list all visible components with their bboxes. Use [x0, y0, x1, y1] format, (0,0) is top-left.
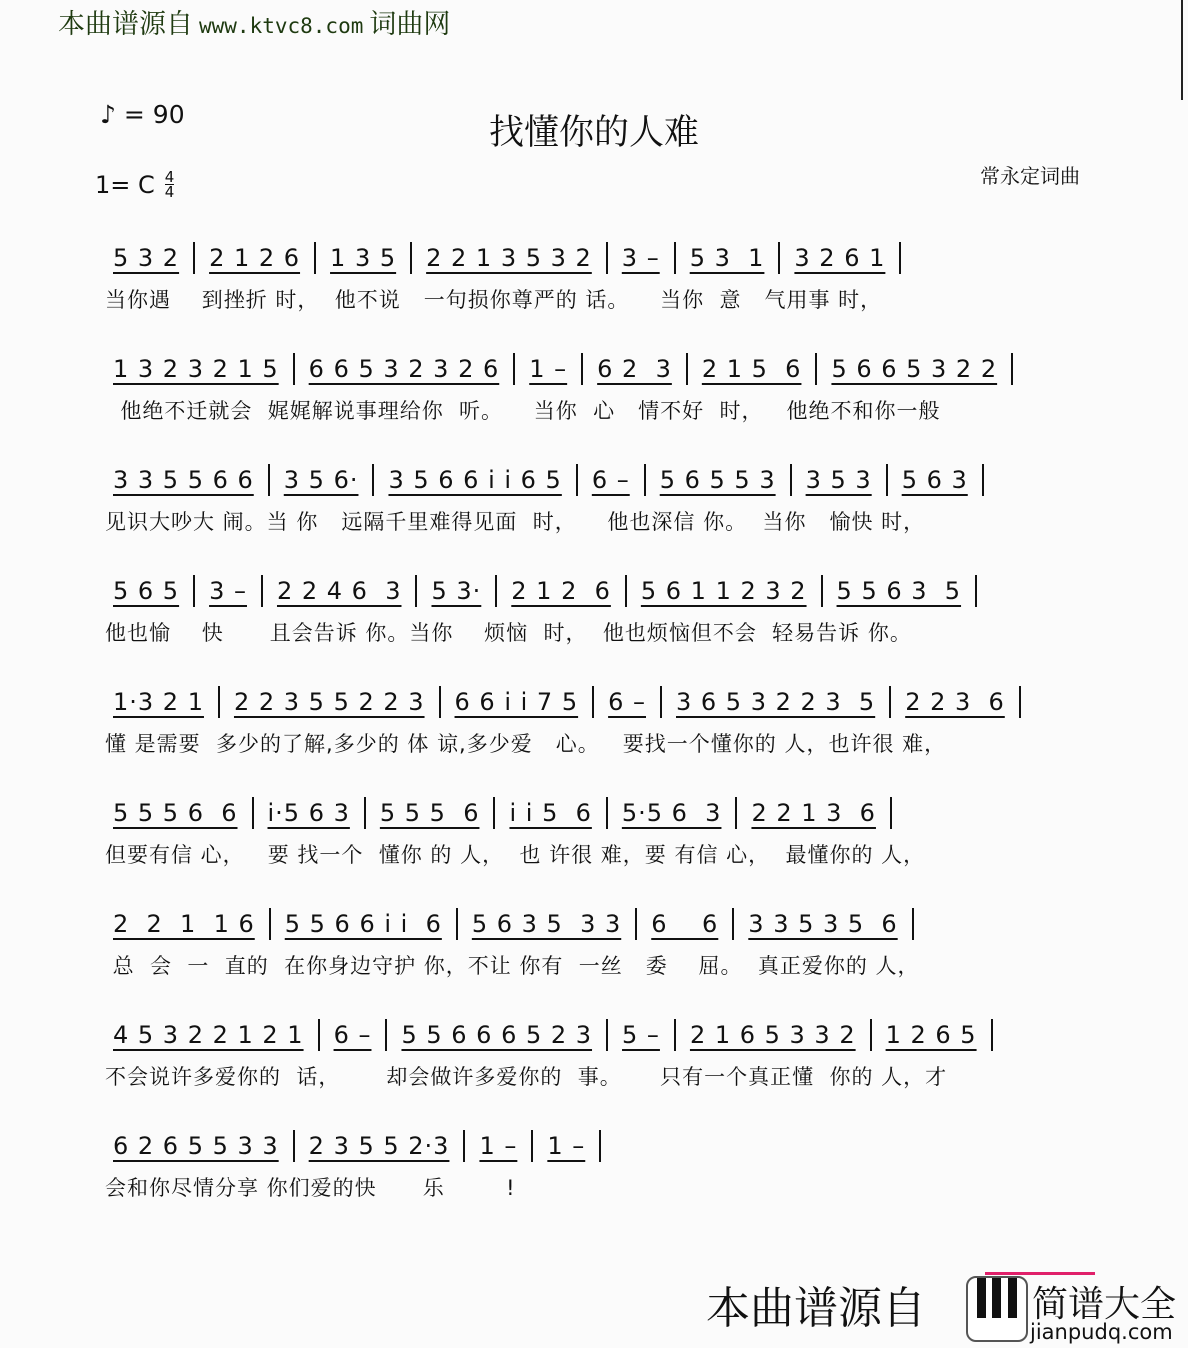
bar-line — [581, 353, 583, 385]
score-line — [105, 902, 1085, 1013]
lyrics-row: 见识大吵大 闹。当 你 远隔千里难得见面 时， 他也深信 你。 当你 愉快 时， — [105, 510, 926, 534]
score-line — [105, 680, 1085, 791]
lyrics-row: 懂 是需要 多少的了解,多少的 体 谅,多少爱 心。 要找一个懂你的 人，也许很 难， — [105, 732, 947, 756]
measure: i i 5 6 — [509, 799, 592, 827]
logo-url[interactable]: jianpudq.com — [1030, 1320, 1173, 1344]
measure: 1·3 2 1 — [113, 688, 204, 716]
notes-row — [105, 347, 1085, 391]
measure: 4 5 3 2 2 1 2 1 — [113, 1021, 304, 1049]
measure: 5 5 5 6 6 — [113, 799, 238, 827]
bar-line — [293, 353, 295, 385]
measure: 3 2 6 1 — [794, 244, 886, 272]
watermark-prefix: 本曲谱源自 — [58, 9, 193, 40]
score-line — [105, 1124, 1085, 1235]
bar-line — [674, 242, 676, 274]
key-signature — [95, 170, 174, 199]
measure: 1 3 5 — [330, 244, 397, 272]
bar-line — [268, 464, 270, 496]
measure: 2 2 4 6 3 — [276, 577, 402, 605]
bar-line — [252, 797, 254, 829]
score-line — [105, 569, 1085, 680]
measure: 5 3· — [431, 577, 482, 605]
piano-logo-icon — [966, 1276, 1028, 1342]
bar-line — [385, 1019, 387, 1051]
measure: 6 2 3 — [597, 355, 672, 383]
bar-line — [606, 1019, 608, 1051]
measure: 6 – — [333, 1021, 372, 1049]
bar-line — [870, 1019, 872, 1051]
score-line — [105, 347, 1085, 458]
bar-line — [889, 686, 891, 718]
measure: 3 5 3 — [805, 466, 872, 494]
composer: 常永定词曲 — [980, 164, 1080, 188]
measure: 1 – — [479, 1132, 518, 1160]
bar-line — [576, 464, 578, 496]
bar-line — [732, 908, 734, 940]
notes-row — [105, 569, 1085, 613]
bar-line — [674, 1019, 676, 1051]
measure: 1 2 6 5 — [885, 1021, 977, 1049]
notes-row — [105, 680, 1085, 724]
bar-line — [625, 575, 627, 607]
measure: 5 6 1 1 2 3 2 — [640, 577, 807, 605]
measure: 5 – — [622, 1021, 660, 1049]
measure: 6 6 5 3 2 3 2 6 — [308, 355, 500, 383]
bar-line — [293, 1130, 295, 1162]
measure: 3 3 5 5 6 6 — [113, 466, 254, 494]
measure: 1 – — [529, 355, 568, 383]
measure: 6 6 — [651, 910, 719, 938]
measure: 3 – — [209, 577, 247, 605]
bar-line — [599, 1130, 601, 1162]
measure: 3 3 5 3 5 6 — [748, 910, 898, 938]
bar-line — [193, 575, 195, 607]
lyrics-row: 但要有信 心， 要 找一个 懂你 的 人， 也 许很 难，要 有信 心， 最懂你的 人， — [105, 843, 926, 867]
measure: 1 – — [547, 1132, 586, 1160]
bar-line — [261, 575, 263, 607]
bar-line — [410, 242, 412, 274]
bar-line — [886, 464, 888, 496]
measure: 6 – — [591, 466, 630, 494]
bar-line — [660, 686, 662, 718]
logo-name: 简谱大全 — [1032, 1284, 1177, 1325]
time-sig-top: 4 — [164, 168, 175, 186]
bar-line — [778, 242, 780, 274]
score-line — [105, 791, 1085, 902]
watermark-top — [58, 2, 450, 41]
bar-line — [890, 797, 892, 829]
bar-line — [1019, 686, 1021, 718]
bar-line — [592, 686, 594, 718]
bar-line — [493, 797, 495, 829]
measure: 2 2 1 3 5 3 2 — [426, 244, 592, 272]
measure: 5·5 6 3 — [621, 799, 722, 827]
lyrics-row: 他绝不迁就会 娓娓解说事理给你 听。 当你 心 情不好 时， 他绝不和你一般 — [105, 399, 941, 423]
bar-line — [218, 686, 220, 718]
measure: 3 6 5 3 2 2 3 5 — [676, 688, 876, 716]
page-border — [1181, 0, 1183, 100]
measure: 6 6 i i 7 5 — [454, 688, 579, 716]
measure: 2 2 3 6 — [905, 688, 1005, 716]
lyrics-row: 不会说许多爱你的 话， 却会做许多爱你的 事。 只有一个真正懂 你的 人，才 — [105, 1065, 948, 1089]
measure: 5 6 3 — [901, 466, 968, 494]
lyrics-row: 当你遇 到挫折 时， 他不说 一句损你尊严的 话。 当你 意 气用事 时， — [105, 288, 883, 312]
measure: 1 3 2 3 2 1 5 — [113, 355, 279, 383]
song-title: 找懂你的人难 — [488, 113, 699, 153]
notes-row — [105, 1124, 1085, 1168]
measure: 5 5 6 6 6 5 2 3 — [401, 1021, 593, 1049]
watermark-suffix: 词曲网 — [369, 9, 451, 40]
measure: 5 5 6 6 i i 6 — [284, 910, 442, 938]
measure: 5 3 2 — [113, 244, 180, 272]
bar-line — [790, 464, 792, 496]
bar-line — [439, 686, 441, 718]
key-label: 1= C — [95, 170, 155, 199]
bar-line — [495, 575, 497, 607]
measure: 5 5 6 3 5 — [836, 577, 962, 605]
lyrics-row: 总 会 一 直的 在你身边守护 你，不让 你有 一丝 委 屈。 真正爱你的 人， — [105, 954, 920, 978]
measure: 3 – — [621, 244, 660, 272]
measure: 2 2 1 1 6 — [113, 910, 255, 938]
bar-line — [991, 1019, 993, 1051]
bar-line — [606, 242, 608, 274]
bar-line — [686, 353, 688, 385]
time-signature — [165, 170, 175, 199]
bar-line — [982, 464, 984, 496]
bar-line — [975, 575, 977, 607]
bar-line — [269, 908, 271, 940]
score-line — [105, 1013, 1085, 1124]
measure: 6 – — [608, 688, 646, 716]
bar-line — [635, 908, 637, 940]
measure: 5 5 5 6 — [379, 799, 480, 827]
bar-line — [372, 464, 374, 496]
measure: 5 6 6 5 3 2 2 — [831, 355, 998, 383]
measure: 5 3 1 — [689, 244, 765, 272]
measure: 2 1 6 5 3 3 2 — [689, 1021, 856, 1049]
notes-row — [105, 791, 1085, 835]
bar-line — [456, 908, 458, 940]
lyrics-row: 会和你尽情分享 你们爱的快 乐 ! — [105, 1176, 516, 1200]
measure: 2 2 1 3 6 — [751, 799, 876, 827]
measure: 2 2 3 5 5 2 2 3 — [233, 688, 425, 716]
score-line — [105, 236, 1085, 347]
tempo-marking: ♪ = 90 — [100, 100, 185, 129]
measure: 2 3 5 5 2·3 — [308, 1132, 450, 1160]
bar-line — [463, 1130, 465, 1162]
measure: 2 1 2 6 — [209, 244, 301, 272]
bar-line — [735, 797, 737, 829]
bar-line — [415, 575, 417, 607]
watermark-url[interactable]: www.ktvc8.com — [199, 14, 364, 38]
lyrics-row: 他也愉 快 且会告诉 你。当你 烦恼 时， 他也烦恼但不会 轻易告诉 你。 — [105, 621, 912, 645]
measure: 6 2 6 5 5 3 3 — [113, 1132, 279, 1160]
bar-line — [644, 464, 646, 496]
bar-line — [912, 908, 914, 940]
bar-line — [899, 242, 901, 274]
watermark-bottom: 本曲谱源自 — [706, 1283, 926, 1334]
measure: 3 5 6· — [283, 466, 359, 494]
notes-row — [105, 1013, 1085, 1057]
measure: i·5 6 3 — [267, 799, 350, 827]
logo-accent — [985, 1272, 1095, 1275]
measure: 2 1 5 6 — [701, 355, 802, 383]
bar-line — [1011, 353, 1013, 385]
bar-line — [193, 242, 195, 274]
bar-line — [821, 575, 823, 607]
bar-line — [513, 353, 515, 385]
notes-row — [105, 458, 1085, 502]
measure: 5 6 5 5 3 — [659, 466, 776, 494]
notes-row — [105, 236, 1085, 280]
measure: 5 6 3 5 3 3 — [471, 910, 622, 938]
score — [105, 236, 1085, 1235]
bar-line — [531, 1130, 533, 1162]
bar-line — [318, 1019, 320, 1051]
bar-line — [364, 797, 366, 829]
bar-line — [314, 242, 316, 274]
measure: 2 1 2 6 — [511, 577, 611, 605]
time-sig-bottom: 4 — [164, 183, 175, 201]
score-line — [105, 458, 1085, 569]
measure: 3 5 6 6 i i 6 5 — [388, 466, 562, 494]
measure: 5 6 5 — [113, 577, 180, 605]
notes-row — [105, 902, 1085, 946]
bar-line — [815, 353, 817, 385]
bar-line — [606, 797, 608, 829]
